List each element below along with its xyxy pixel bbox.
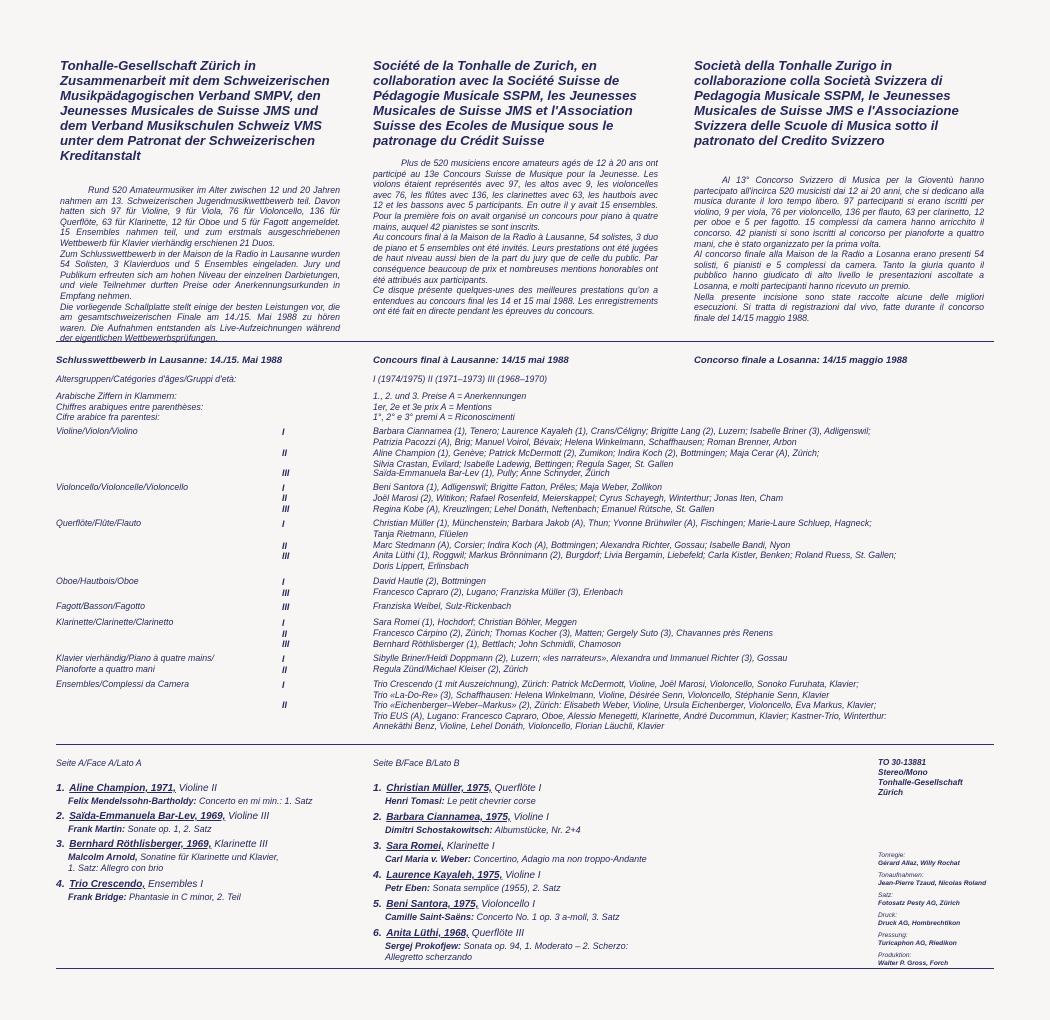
category-flute: Querflöte/Flûte/Flauto [56, 518, 142, 528]
result-entry: Joël Marosi (2), Witikon; Rafael Rosenfeld, Meierskappel; Cyrus Schayegh, Winterthur; Jonas Iten, Cham [373, 493, 784, 503]
intro-heading-it: Società della Tonhalle Zurigo in collaborazione colla Società Svizzera di Pedagogia Musicale SSPM, le Jeunesses Musicales de Suisse JMS e l'Associazione Svizzera delle Scuole di Musica sotto il patronato del Credito Svizzero [694, 58, 959, 148]
result-entry: Sara Romei (1), Hochdorf; Christian Böhler, Meggen [373, 617, 577, 627]
result-entry: Anita Lüthi (1), Roggwil; Markus Brönnimann (2), Burgdorf; Livia Bergamin, Liebefeld; Carla Kistler, Benken; Roland Ruess, St. Gallen; Doris Lippert, Erlinsbach [373, 550, 897, 571]
track: 4. Trio Crescendo, Ensembles I Frank Bridge: Phantasie in C minor, 2. Teil [56, 878, 241, 902]
track: 2. Saïda-Emmanuela Bar-Lev, 1969, Violine III Frank Martin: Sonate op. 1, 2. Satz [56, 810, 270, 834]
results-title-fr: Concours final à Lausanne: 14/15 mai 1988 [373, 355, 569, 366]
result-entry: Aline Champion (1), Genève; Patrick McDermott (2), Zumikon; Indira Koch (2), Bottmingen; Maja Cerar (A), Zürich; Silvia Crastan, Evilard; Isabelle Ladewig, Bettingen; Regula Sager, St. Gallen [373, 448, 820, 469]
divider-middle [56, 744, 994, 745]
roman-numeral: II [282, 629, 287, 639]
catalog-format: Stereo/Mono [878, 768, 928, 777]
roman-numeral: I [282, 427, 285, 437]
intro-body-de: Rund 520 Amateurmusiker im Alter zwischen 12 und 20 Jahren nahmen am 13. Schweizerischen Jugendmusikwettbewerb teil. Davon hatten sich 97 für Violine, 9 für Viola, 76 für Violoncello, 136 für Querflöte, 63 für Klarinette, 12 für Oboe und 5 für Fagott angemeldet. 15 Ensembles nahmen teil, und zum erstmals ausgeschriebenen Wettbewerb für Klavier vierhändig erschienen 21 Duos. Zum Schlusswettbewerb in der Maison de la Radio in Lausanne wurden 54 Solisten, 3 Klavierduos und 5 Ensembles eingeladen. Jury und Publikum erfreuten sich am hohen Niveau der einzelnen Darbietungen, und viele Teilnehmer durften Preise oder Anerkennungsurkunden in Empfang nehmen. Die vorliegende Schallplatte stellt einige der besten Leistungen vor, die am gesamtschweizerischen Finale am 14./15. Mai 1988 zu hören waren. Die Aufnahmen entstanden als Live-Aufzeichnungen während der eigentlichen Wettbewerbsprüfungen. [60, 185, 340, 344]
catalog-info: TO 30-13881 Stereo/Mono Tonhalle-Gesellschaft Zürich [878, 758, 998, 798]
age-groups-label: Altersgruppen/Catégories d'âges/Gruppi d'età: [56, 374, 237, 384]
side-a-tracklist [56, 778, 356, 902]
roman-numeral: I [282, 654, 285, 664]
track: 5. Beni Santora, 1975, Violoncello I Camille Saint-Saëns: Concerto No. 1 op. 3 a-moll, 3. Satz [373, 898, 620, 922]
result-entry: Francesco Cárpino (2), Zürich; Thomas Kocher (3), Matten; Gergely Suto (3), Chavannes près Renens [373, 628, 773, 638]
roman-numeral: II [282, 700, 287, 710]
digits-legend: 1., 2. und 3. Preise A = Anerkennungen 1er, 2e et 3e prix A = Mentions 1°, 2° e 3° premi A = Riconoscimenti [373, 391, 527, 423]
roman-numeral: III [282, 468, 290, 478]
divider-bottom [56, 968, 994, 969]
intro-body-fr: Plus de 520 musiciens encore amateurs agés de 12 à 20 ans ont participé au 13e Concours Suisse de Musique pour la Jeunesse. Les violons étaient représentés avec 97, les altos avec 9, les violoncelles avec 76, les flûtes avec 136, les clarinettes avec 63, les hautbois avec 12 et les bassons avec 5 participants. En outre il y avait 15 ensembles. Pour la première fois on avait organisé un concours pour piano à quatre mains, auquel 42 pianistes se sont inscrits. Au concours final à la Maison de la Radio à Lausanne, 54 solistes, 3 duo de piano et 5 ensembles ont été invités. Leurs prestations ont été jugées de haut niveau aussi bien de la part du jury que de celle du public. Par conséquence beaucoup de prix et nombreuses mentions honorables ont été attribués aux participants. Ce disque présente quelques-unes des meilleures prestations qu'on a entendues au concours final les 14 et 15 mai 1988. Les enregistrements ont été fait en directe pendant les épreuves du concours. [373, 158, 658, 317]
track: 1. Christian Müller, 1975, Querflöte I Henri Tomasi: Le petit chevrier corse [373, 782, 542, 806]
category-violin: Violine/Violon/Violino [56, 426, 138, 436]
category-bassoon: Fagott/Basson/Fagotto [56, 601, 145, 611]
age-groups: I (1974/1975) II (1971–1973) III (1968–1970) [373, 374, 548, 384]
result-entry: Francesco Capraro (2), Lugano; Franziska Müller (3), Erlenbach [373, 587, 623, 597]
roman-numeral: II [282, 541, 287, 551]
track: 3. Sara Romei, Klarinette I Carl Maria v. Weber: Concertino, Adagio ma non troppo-Andante [373, 840, 647, 864]
digits-legend-label: Arabische Ziffern in Klammern: Chiffres arabiques entre parenthèses: Cifre arabice fra parentesi: [56, 391, 204, 423]
intro-french [373, 58, 658, 317]
result-entry: Marc Stedmann (A), Corsier; Indira Koch (A), Bottmingen; Alexandra Richter, Gossau; Isabelle Bandi, Nyon [373, 540, 791, 550]
track: 3. Bernhard Röthlisberger, 1969, Klarinette III Malcolm Arnold, Sonatine für Klarinette und Klavier, 1. Satz: Allegro con brio [56, 838, 279, 873]
roman-numeral: I [282, 680, 285, 690]
result-entry: Regula Zünd/Michael Kleiser (2), Zürich [373, 664, 528, 674]
catalog-number: TO 30-13881 [878, 758, 927, 767]
roman-numeral: III [282, 588, 290, 598]
result-entry: Franziska Weibel, Sulz-Rickenbach [373, 601, 512, 611]
roman-numeral: I [282, 618, 285, 628]
production-credits: Tonregie: Gérard Allaz, Willy Rochat Tonaufnahmen: Jean-Pierre Tzaud, Nicolas Roland Satz: Fotosatz Pesty AG, Zürich Druck: Druck AG, Hombrechtikon Pressung: Turicaphon AG, Riedikon Produktion: Walter P. Gross, Forch [878, 852, 987, 967]
intro-heading-fr: Société de la Tonhalle de Zurich, en collaboration avec la Société Suisse de Pédagogie Musicale SSPM, les Jeunesses Musicales de Suisse JMS et l'Association Suisse des Ecoles de Musique sous le patronage du Crédit Suisse [373, 58, 637, 148]
result-entry: Regina Kobe (A), Kreuzlingen; Lehel Donáth, Neftenbach; Emanuel Rütsche, St. Gallen [373, 504, 715, 514]
category-clarinet: Klarinette/Clarinette/Clarinetto [56, 617, 174, 627]
track: 2. Barbara Ciannamea, 1975, Violine I Dimitri Schostakowitsch: Albumstücke, Nr. 2+4 [373, 811, 581, 835]
roman-numeral: III [282, 551, 290, 561]
result-entry: Bernhard Röthlisberger (1), Bettlach; John Schmidli, Chamoson [373, 639, 621, 649]
side-b-title: Seite B/Face B/Lato B [373, 758, 460, 768]
track: 6. Anita Lüthi, 1968, Querflöte III Sergej Prokofjew: Sonata op. 94, 1. Moderato – 2. Scherzo: Allegretto scherzando [373, 927, 629, 962]
result-entry: Barbara Ciannamea (1), Tenero; Laurence Kayaleh (1), Crans/Céligny; Brigitte Lang (2), Luzern; Isabelle Briner (3), Adligenswil; Patrizia Pacozzi (A), Brig; Manuel Voirol, Bévaix; Helena Winkelmann, Schaffhausen; Roman Brenner, Arbon [373, 426, 871, 447]
roman-numeral: II [282, 493, 287, 503]
intro-german [60, 58, 340, 344]
roman-numeral: II [282, 448, 287, 458]
intro-body-it: Al 13° Concorso Svizzero di Musica per la Gioventù hanno partecipato all'incirca 520 musicisti dai 12 ai 20 anni, che si dedicano alla musica durante il loro tempo libero. 97 partecipanti si erano iscritti per violino, 9 per viola, 76 per violoncello, 136 per flauto, 63 per clarinetto, 12 per oboe e 5 per fagotto. 15 complessi da camera hanno arricchito il concorso. 42 pianisti si sono iscritti al concorso per pianoforte a quattro mani, che è stato organizzato per la prima volta. Al concorso finale alla Maison de la Radio a Losanna erano presenti 54 solisti, 6 pianisti e 5 complessi da camera. Tanto la giuria quanto il pubblico hanno giudicato di alto livello le presentazioni ascoltate a Losanna, e molti partecipanti hanno ricevuto un premio. Nella presente incisione sono state raccolte alcune delle migliori esecuzioni. Si tratta di registrazioni dal vivo, fatte durante il concorso finale del 14/15 maggio 1988. [694, 175, 984, 323]
side-b-tracklist [373, 778, 703, 963]
intro-heading-de: Tonhalle-Gesellschaft Zürich in Zusammenarbeit mit dem Schweizerischen Musikpädagogischen Verband SMPV, den Jeunesses Musicales de Suisse JMS und dem Verband Musikschulen Schweiz VMS unter dem Patronat der Schweizerischen Kreditanstalt [60, 58, 330, 163]
track: 4. Laurence Kayaleh, 1975, Violine I Petr Eben: Sonata semplice (1955), 2. Satz [373, 869, 561, 893]
roman-numeral: I [282, 577, 285, 587]
roman-numeral: III [282, 504, 290, 514]
intro-italian [694, 58, 984, 323]
result-entry: Trio Crescendo (1 mit Auszeichnung), Zürich: Patrick McDermott, Violine, Joël Marosi, Violoncello, Sonoko Furuhata, Klavier; Trio «La-Do-Re» (3), Schaffhausen: Helena Winkelmann, Violine, Désirée Senn, Violoncello, Stéphanie Senn, Klavier Trio «Eichenberger–Weber–Markus» (2), Zürich: Elisabeth Weber, Violine, Ursula Eichenberger, Violoncello, Eva Markus, Klavier; Trio EUS (A), Lugano: Francesco Capraro, Oboe, Alessio Menegetti, Klarinette, André Ducommun, Klavier; Kastner-Trio, Winterthur: Annekäthi Benz, Violine, Lehel Donáth, Violoncello, Florian Läuchli, Klavier [373, 679, 887, 732]
category-cello: Violoncello/Violoncelle/Violoncello [56, 482, 189, 492]
result-entry: David Hautle (2), Bottmingen [373, 576, 486, 586]
category-ensembles: Ensembles/Complessi da Camera [56, 679, 189, 689]
track: 1. Aline Champion, 1971, Violine II Felix Mendelssohn-Bartholdy: Concerto en mi min.: 1. Satz [56, 782, 313, 806]
result-entry: Christian Müller (1), Münchenstein; Barbara Jakob (A), Thun; Yvonne Brühwiler (A), Fischingen; Marie-Laure Schluep, Hagneck; Tanja Rietmann, Flüelen [373, 518, 872, 539]
result-entry: Beni Santora (1), Adligenswil; Brigitte Fatton, Prêles; Maja Weber, Zollikon [373, 482, 662, 492]
result-entry: Sibylle Briner/Heidi Doppmann (2), Luzern; «les narrateurs», Alexandra und Immanuel Richter (3), Gossau [373, 653, 788, 663]
roman-numeral: II [282, 665, 287, 675]
roman-numeral: I [282, 483, 285, 493]
category-piano: Klavier vierhändig/Piano à quatre mains/ Pianoforte a quattro mani [56, 653, 214, 674]
results-title-de: Schlusswettbewerb in Lausanne: 14./15. Mai 1988 [56, 355, 283, 366]
side-a-title: Seite A/Face A/Lato A [56, 758, 142, 768]
roman-numeral: I [282, 519, 285, 529]
category-oboe: Oboe/Hautbois/Oboe [56, 576, 139, 586]
roman-numeral: III [282, 602, 290, 612]
divider-top [56, 341, 994, 342]
roman-numeral: III [282, 639, 290, 649]
results-title-it: Concorso finale a Losanna: 14/15 maggio 1988 [694, 355, 908, 366]
result-entry: Saïda-Emmanuela Bar-Lev (1), Pully; Anne Schnyder, Zürich [373, 468, 610, 478]
